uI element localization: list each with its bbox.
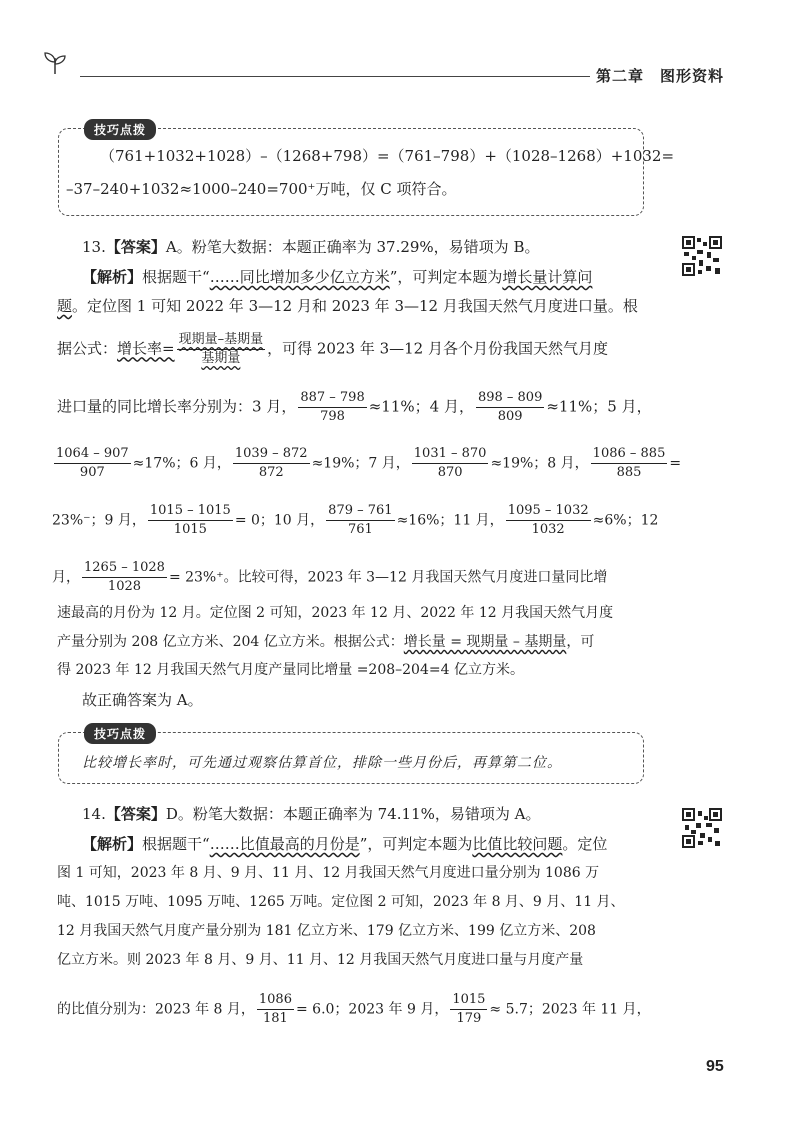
fraction-march	[298, 390, 366, 425]
tip-box-1	[58, 128, 644, 216]
fraction-denominator: 885	[616, 465, 642, 480]
text-span: 进口量的同比增长率分别为：3 月，	[57, 397, 297, 416]
fraction-june	[233, 446, 310, 481]
fraction-numerator: 1031 – 870	[412, 446, 489, 464]
text-span: ≈11%；5 月，	[546, 397, 652, 416]
text-span: = 23%⁺。比较可得，2023 年 3—12 月我国天然气月度进口量同比增	[168, 569, 608, 586]
text-span: ”，可判定本题为	[389, 268, 503, 286]
q13-analysis-line7	[52, 560, 607, 595]
fraction-denominator: 1028	[107, 579, 142, 594]
fraction-december	[82, 560, 167, 595]
fraction-denominator: 872	[258, 465, 284, 480]
text-span: =	[669, 455, 682, 472]
fraction-august	[591, 446, 668, 481]
fraction-denominator: 基期量	[201, 351, 241, 366]
fraction-numerator: 879 – 761	[326, 503, 394, 521]
fraction-numerator: 1265 – 1028	[82, 560, 167, 578]
chapter-title: 第二章 图形资料	[596, 67, 725, 85]
keyword-underline: 题	[57, 297, 73, 315]
q14-answer-line	[82, 803, 540, 825]
fraction-may	[54, 446, 131, 481]
q13-analysis-line4	[57, 390, 652, 425]
text-span: ≈19%；7 月，	[311, 455, 410, 472]
fraction-denominator: 181	[263, 1011, 288, 1026]
q13-analysis-line3	[57, 332, 608, 367]
fraction-september	[148, 503, 233, 538]
tip1-line1: （761+1032+1028）–（1268+798）=（761–798）+（1028–1268）+1032=	[100, 147, 675, 165]
text-span: 23%⁻；9 月，	[52, 512, 146, 529]
fraction-numerator: 1015	[450, 992, 487, 1010]
q13-answer-label: 【答案】	[105, 238, 166, 256]
fraction-numerator: 现期量–基期量	[177, 332, 266, 350]
formula-underline: 增长率=	[117, 339, 175, 358]
q13-answer-line	[82, 236, 539, 258]
text-span: 根据题干“	[142, 268, 210, 286]
q13-answer-text: A。粉笔大数据：本题正确率为 37.29%，易错项为 B。	[165, 238, 540, 256]
q13-analysis-label: 【解析】	[82, 268, 143, 286]
text-span: ≈17%；6 月，	[132, 455, 231, 472]
fraction-denominator: 798	[320, 409, 345, 424]
keyword-underline: 增长量计算问	[502, 268, 593, 286]
q14-analysis-line3: 吨、1015 万吨、1095 万吨、1265 万吨。定位图 2 可知，2023 年 8 月、9 月、11 月、	[57, 894, 625, 910]
fraction-april	[476, 390, 544, 425]
tip2-text: 比较增长率时，可先通过观察估算首位，排除一些月份后，再算第二位。	[82, 755, 562, 771]
q13-analysis-line2	[57, 295, 638, 317]
ratio-september	[450, 992, 487, 1027]
qr-code-icon	[682, 236, 722, 276]
fraction-denominator: 1015	[173, 522, 207, 537]
tip1-line2: –37–240+1032≈1000–240=700⁺万吨，仅 C 项符合。	[66, 180, 457, 198]
q13-analysis-line9	[57, 631, 594, 653]
text-span: 。定位图 1 可知 2022 年 3—12 月和 2023 年 3—12 月我国天然气月度进口量。根	[72, 297, 638, 315]
fraction-july	[412, 446, 489, 481]
fraction-denominator: 1032	[531, 522, 565, 537]
fraction-denominator: 761	[347, 522, 373, 537]
q13-analysis-line6	[52, 503, 658, 538]
ratio-august	[257, 992, 294, 1027]
q14-analysis-line1	[82, 833, 607, 855]
tip-tag-1: 技巧点拨	[84, 119, 156, 140]
fraction-numerator: 898 – 809	[476, 390, 544, 408]
qr-code-icon	[682, 808, 722, 848]
q13-number: 13.	[82, 238, 106, 256]
text-span: = 0；10 月，	[234, 512, 325, 529]
text-span: ≈11%；4 月，	[368, 397, 474, 416]
q13-analysis-line1	[82, 266, 592, 288]
q14-analysis-line5: 亿立方米。则 2023 年 8 月、9 月、11 月、12 月我国天然气月度进口量与月度产量	[57, 952, 584, 968]
text-span: 据公式：	[57, 339, 118, 358]
keyword-underline: ……比值最高的月份是	[209, 835, 360, 853]
q14-answer-text: D。粉笔大数据：本题正确率为 74.11%，易错项为 A。	[165, 805, 541, 823]
text-span: ，可得 2023 年 3—12 月各个月份我国天然气月度	[267, 339, 608, 358]
fraction-denominator: 809	[497, 409, 523, 424]
growth-rate-fraction	[177, 332, 266, 367]
q13-analysis-line10: 得 2023 年 12 月我国天然气月度产量同比增量 =208–204=4 亿立方米。	[57, 662, 524, 678]
text-span: ≈6%；12	[592, 512, 659, 529]
fraction-denominator: 870	[437, 465, 463, 480]
page-number: 95	[706, 1058, 724, 1075]
fraction-denominator: 179	[456, 1011, 482, 1026]
fraction-numerator: 1039 – 872	[233, 446, 310, 464]
q13-conclusion: 故正确答案为 A。	[82, 691, 203, 709]
tip-tag-2: 技巧点拨	[84, 723, 156, 744]
text-span: ≈ 5.7；2023 年 11 月，	[489, 1001, 651, 1018]
q14-analysis-line4: 12 月我国天然气月度产量分别为 181 亿立方米、179 亿立方米、199 亿立方米、208	[57, 923, 596, 939]
fraction-numerator: 1064 – 907	[54, 446, 131, 464]
q14-answer-label: 【答案】	[105, 805, 166, 823]
q13-analysis-line8: 速最高的月份为 12 月。定位图 2 可知，2023 年 12 月、2022 年 12 月我国天然气月度	[57, 605, 614, 621]
q13-analysis-line5	[52, 446, 681, 481]
q14-analysis-line6	[57, 992, 651, 1027]
q14-analysis-label: 【解析】	[82, 835, 143, 853]
fraction-november	[506, 503, 591, 538]
fraction-numerator: 1086 – 885	[591, 446, 668, 464]
keyword-underline: ……同比增加多少亿立方米	[209, 268, 390, 286]
text-span: ≈16%；11 月，	[396, 512, 504, 529]
text-span: 产量分别为 208 亿立方米、204 亿立方米。根据公式：	[57, 634, 404, 650]
formula-underline: 增长量 = 现期量 – 基期量	[403, 634, 567, 650]
text-span: 。定位	[562, 835, 608, 853]
text-span: = 6.0；2023 年 9 月，	[295, 1001, 449, 1018]
fraction-numerator: 887 – 798	[298, 390, 366, 408]
fraction-numerator: 1086	[257, 992, 294, 1010]
fraction-numerator: 1095 – 1032	[506, 503, 591, 521]
header-rule	[80, 76, 590, 77]
text-span: 的比值分别为：2023 年 8 月，	[57, 1001, 255, 1018]
keyword-underline: 比值比较问题	[472, 835, 563, 853]
q14-number: 14.	[82, 805, 106, 823]
text-span: ≈19%；8 月，	[490, 455, 589, 472]
text-span: ”，可判定本题为	[359, 835, 473, 853]
q14-analysis-line2: 图 1 可知，2023 年 8 月、9 月、11 月、12 月我国天然气月度进口量分别为 1086 万	[57, 865, 600, 881]
text-span: 根据题干“	[142, 835, 210, 853]
text-span: ，可	[566, 634, 595, 650]
leaf-icon	[42, 50, 68, 76]
fraction-numerator: 1015 – 1015	[148, 503, 233, 521]
fraction-denominator: 907	[79, 465, 105, 480]
fraction-october	[326, 503, 394, 538]
text-span: 月，	[52, 569, 80, 586]
